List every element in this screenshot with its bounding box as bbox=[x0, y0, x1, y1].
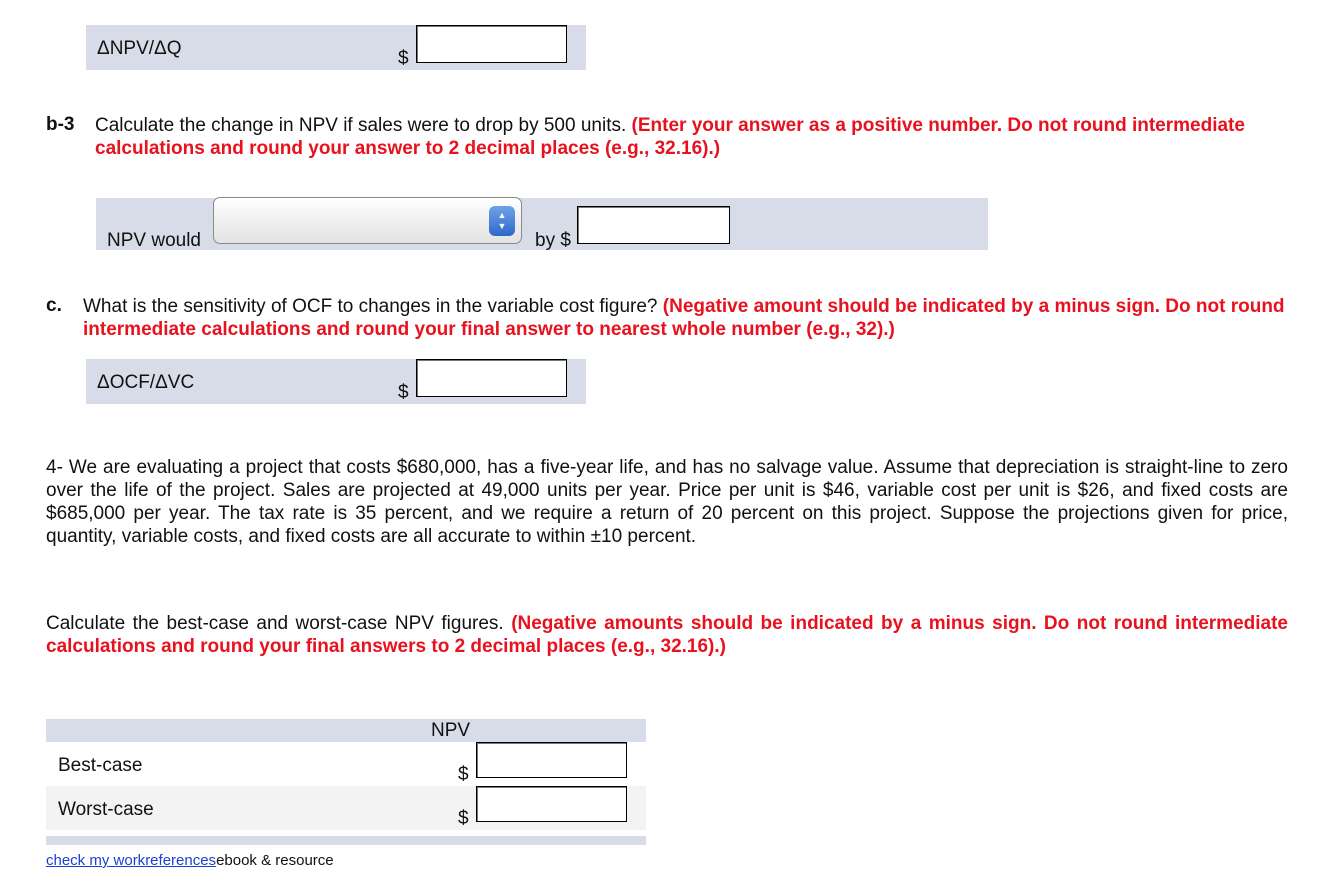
references-link[interactable]: references bbox=[145, 852, 217, 869]
npv-q-input[interactable] bbox=[416, 25, 567, 63]
problem4-instruction: (Negative amounts should be indicated by a minus sign. Do not round intermediate calculations and round your final answers to 2 decimal places (e.g., 32.16).) bbox=[46, 613, 1288, 657]
problem4-question: Calculate the best-case and worst-case NPV figures. bbox=[46, 613, 504, 634]
c-question: What is the sensitivity of OCF to changes in the variable cost figure? bbox=[83, 296, 658, 317]
npv-q-label: ΔNPV/ΔQ bbox=[97, 38, 182, 59]
ocf-vc-currency: $ bbox=[398, 382, 409, 403]
table-header bbox=[46, 719, 646, 742]
npv-change-input[interactable] bbox=[577, 206, 730, 244]
worst-case-input[interactable] bbox=[476, 786, 627, 822]
ocf-vc-input[interactable] bbox=[416, 359, 567, 397]
table-footer-bar bbox=[46, 836, 646, 845]
c-instruction: (Negative amount should be indicated by a minus sign. Do not round intermediate calculations and round your final answer to nearest whole number (e.g., 32).) bbox=[83, 296, 1285, 340]
npv-q-currency: $ bbox=[398, 48, 409, 69]
b3-number: b-3 bbox=[46, 114, 75, 135]
worst-case-label: Worst-case bbox=[58, 799, 154, 820]
table-header-npv: NPV bbox=[431, 720, 471, 741]
c-question-block bbox=[83, 295, 1293, 341]
best-case-label: Best-case bbox=[58, 755, 143, 776]
ocf-vc-label: ΔOCF/ΔVC bbox=[97, 372, 195, 393]
check-my-work-link[interactable]: check my work bbox=[46, 852, 146, 869]
problem4-question-block bbox=[46, 612, 1288, 658]
npv-would-label: NPV would bbox=[107, 230, 201, 251]
b3-question: Calculate the change in NPV if sales were to drop by 500 units. bbox=[95, 115, 627, 136]
best-case-currency: $ bbox=[458, 764, 469, 785]
b3-question-block bbox=[95, 114, 1290, 160]
footer-links bbox=[46, 852, 334, 869]
c-number: c. bbox=[46, 295, 62, 316]
worst-case-currency: $ bbox=[458, 808, 469, 829]
npv-direction-select[interactable] bbox=[213, 197, 522, 244]
b3-instruction: (Enter your answer as a positive number. Do not round intermediate calculations and round your answer to 2 decimal places (e.g., 32.16).) bbox=[95, 115, 1245, 159]
problem4-text: 4- We are evaluating a project that costs $680,000, has a five-year life, and has no salvage value. Assume that depreciation is straight-line to zero over the life of the project. Sales are projected at 49,000 units per year. Price per unit is $46, variable cost per unit is $26, and fixed costs are $685,000 per year. The tax rate is 35 percent, and we require a return of 20 percent on this project. Suppose the projections given for price, quantity, variable costs, and fixed costs are all accurate to within ±10 percent. bbox=[46, 457, 1288, 547]
by-label: by $ bbox=[535, 230, 571, 251]
best-case-input[interactable] bbox=[476, 742, 627, 778]
ebook-resource-text[interactable]: ebook & resource bbox=[216, 852, 334, 869]
up-down-arrows-icon[interactable]: ▲ ▼ bbox=[489, 206, 515, 236]
